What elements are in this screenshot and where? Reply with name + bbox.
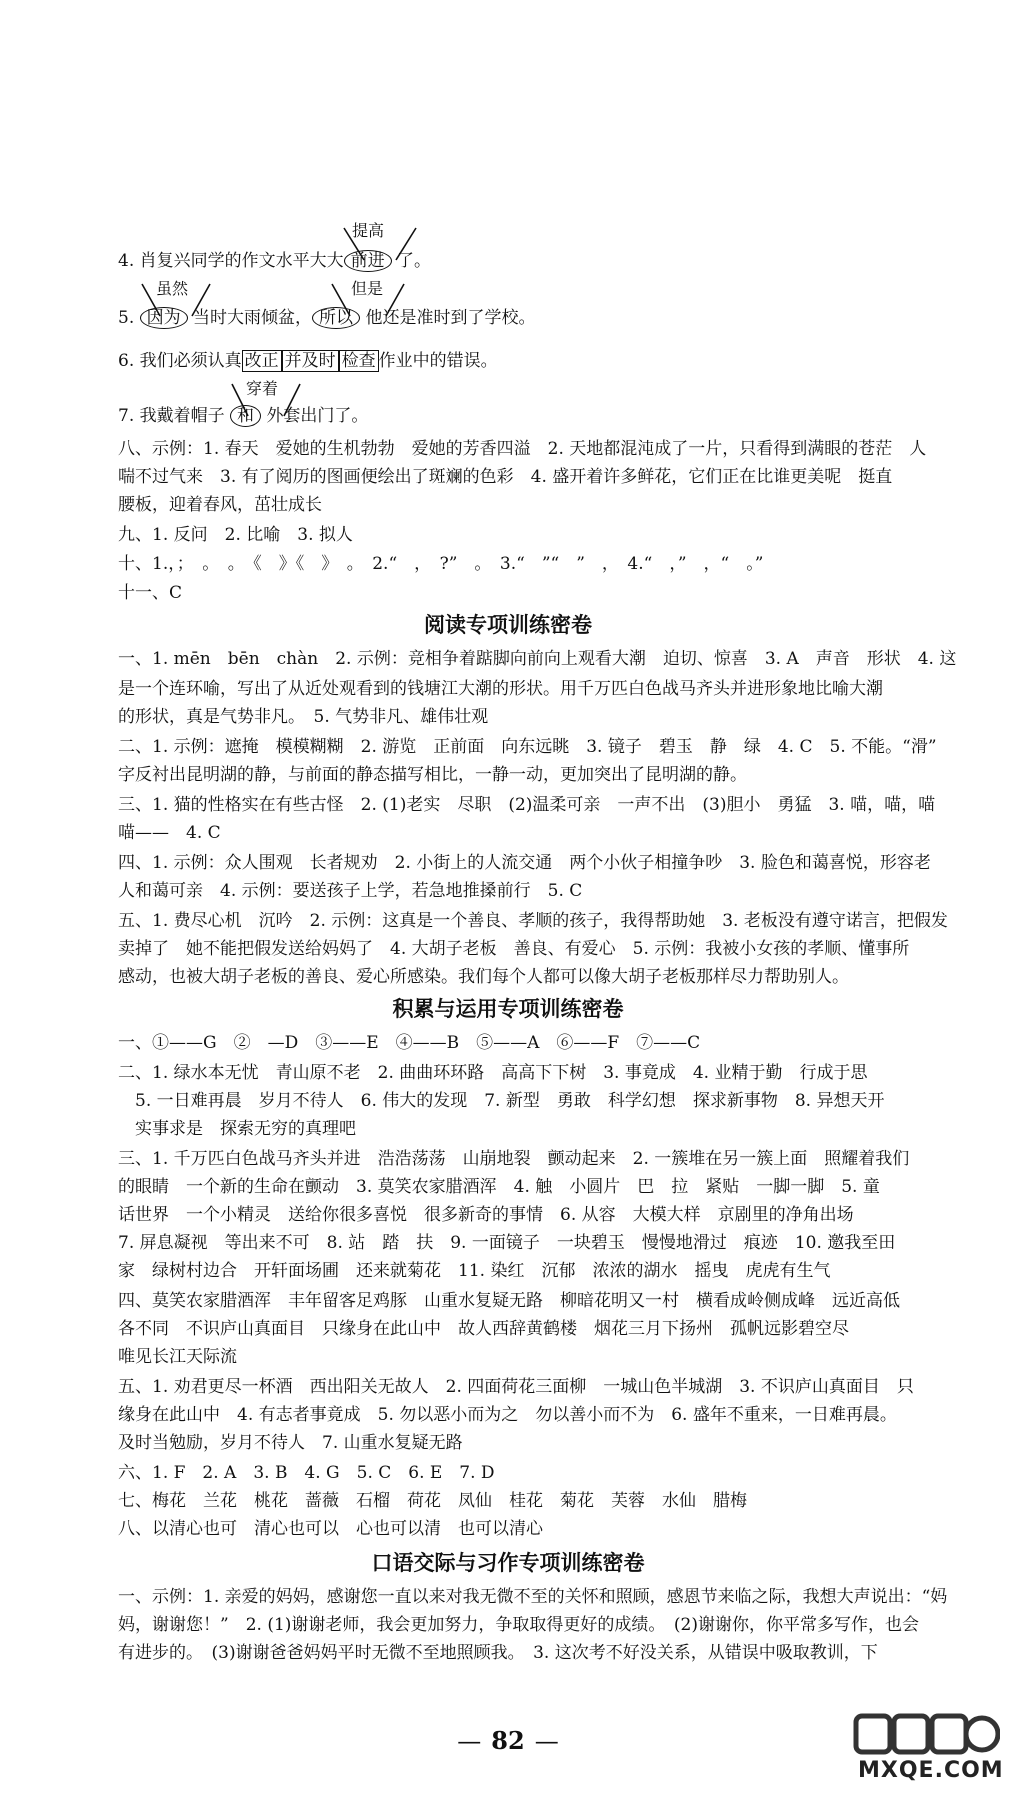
answer-line: 八、示例：1. 春天 爱她的生机勃勃 爱她的芳香四溢 2. 天地都混沌成了一片，只看得到满眼的苍茫 人 [118, 439, 927, 459]
answer-line: 卖掉了 她不能把假发送给妈妈了 4. 大胡子老板 善良、有爱心 5. 示例：我被小女孩的孝顺、懂事所 [118, 939, 910, 959]
circled-word: 前进 [344, 250, 392, 272]
circled-word: 和 [230, 405, 261, 427]
section-title-reading: 阅读专项训练密卷 [424, 613, 592, 637]
circled-word: 因为 [140, 307, 188, 329]
answer-line: 各不同 不识庐山真面目 只缘身在此山中 故人西辞黄鹤楼 烟花三月下扬州 孤帆远影碧空尽 [118, 1319, 849, 1339]
answer-line: 三、1. 千万匹白色战马齐头并进 浩浩荡荡 山崩地裂 颤动起来 2. 一簇堆在另一簇上面 照耀着我们 [118, 1149, 910, 1169]
edit-item-6: 6. 我们必须认真 改正 并及时 检查 作业中的错误。 [118, 351, 498, 371]
insert-word: 但是 [351, 279, 384, 298]
answer-line: 字反衬出昆明湖的静，与前面的静态描写相比，一静一动，更加突出了昆明湖的静。 [118, 765, 747, 785]
answer-line: 喵—— 4. C [118, 823, 221, 843]
answer-line: 是一个连环喻，写出了从近处观看到的钱塘江大潮的形状。用千万匹白色战马齐头并进形象地比喻大潮 [118, 679, 883, 699]
insert-word: 穿着 [246, 379, 279, 398]
insert-word: 虽然 [156, 279, 189, 298]
answer-line: 话世界 一个小精灵 送给你很多喜悦 很多新奇的事情 6. 从容 大模大样 京剧里的净角出场 [118, 1205, 854, 1225]
answer-line: 八、以清心也可 清心也可以 心也可以清 也可以清心 [118, 1519, 543, 1539]
answer-line: 四、莫笑农家腊酒浑 丰年留客足鸡豚 山重水复疑无路 柳暗花明又一村 横看成岭侧成峰 远近高低 [118, 1291, 900, 1311]
answer-line: 一、1. mēn bēn chàn 2. 示例：竞相争着踮脚向前向上观看大潮 迫切、惊喜 3. A 声音 形状 4. 这 [118, 649, 957, 669]
answer-line: 感动，也被大胡子老板的善良、爱心所感染。我们每个人都可以像大胡子老板那样尽力帮助别人。 [118, 967, 849, 987]
answer-line: 六、1. F 2. A 3. B 4. G 5. C 6. E 7. D [118, 1463, 495, 1483]
answer-line: 缘身在此山中 4. 有志者事竟成 5. 勿以恶小而为之 勿以善小而不为 6. 盛年不重来，一日难再晨。 [118, 1405, 897, 1425]
boxed-word: 检查 [339, 350, 379, 372]
answer-line: 一、示例：1. 亲爱的妈妈，感谢您一直以来对我无微不至的关怀和照顾，感恩节来临之际，我想大声说出：“妈 [118, 1587, 948, 1607]
boxed-word: 改正 [242, 350, 282, 372]
answer-line: 喘不过气来 3. 有了阅历的图画便绘出了斑斓的色彩 4. 盛开着许多鲜花，它们正在比谁更美呢 挺直 [118, 467, 893, 487]
answer-line: 腰板，迎着春风，茁壮成长 [118, 495, 322, 515]
watermark-text: MXQE.COM [858, 1758, 1004, 1783]
answer-line: 实事求是 探索无穷的真理吧 [118, 1119, 356, 1139]
answer-line: 7. 屏息凝视 等出来不可 8. 站 踏 扶 9. 一面镜子 一块碧玉 慢慢地滑过 痕迹 10. 邀我至田 [118, 1233, 896, 1253]
answer-line: 及时当勉励，岁月不待人 7. 山重水复疑无路 [118, 1433, 463, 1453]
page-number: — 82 — [457, 1726, 559, 1755]
answer-line: 十、1.，； 。 。 《 》《 》 。 2.“ ， ?” 。 3.“ ”“ ” ， 4.“ ，” ，“ 。” [118, 554, 764, 574]
circled-word: 所以 [312, 307, 360, 329]
section-title-oral-writing: 口语交际与习作专项训练密卷 [371, 1551, 645, 1575]
answer-line: 二、1. 绿水本无忧 青山原不老 2. 曲曲环环路 高高下下树 3. 事竟成 4. 业精于勤 行成于思 [118, 1063, 868, 1083]
answer-line: 三、1. 猫的性格实在有些古怪 2. (1)老实 尽职 (2)温柔可亲 一声不出 (3)胆小 勇猛 3. 喵，喵，喵 [118, 795, 936, 815]
answer-line: 四、1. 示例：众人围观 长者规劝 2. 小街上的人流交通 两个小伙子相撞争吵 3. 脸色和蔼喜悦，形容老 [118, 853, 931, 873]
answer-line: 一、①——G ② —D ③——E ④——B ⑤——A ⑥——F ⑦——C [118, 1033, 701, 1053]
answer-line: 家 绿树村边合 开轩面场圃 还来就菊花 11. 染红 沉郁 浓浓的湖水 摇曳 虎虎有生气 [118, 1261, 831, 1281]
answer-line: 妈，谢谢您！” 2. (1)谢谢老师，我会更加努力，争取取得更好的成绩。 (2)谢谢你，你平常多写作，也会 [118, 1615, 919, 1635]
answer-line: 的形状，真是气势非凡。 5. 气势非凡、雄伟壮观 [118, 707, 489, 727]
section-title-accumulation: 积累与运用专项训练密卷 [392, 997, 624, 1021]
answer-line: 十一、C [118, 583, 183, 603]
answer-line: 人和蔼可亲 4. 示例：要送孩子上学，若急地推搡前行 5. C [118, 881, 583, 901]
answer-line: 五、1. 费尽心机 沉吟 2. 示例：这真是一个善良、孝顺的孩子，我得帮助她 3. 老板没有遵守诺言，把假发 [118, 911, 948, 931]
answer-line: 5. 一日难再晨 岁月不待人 6. 伟大的发现 7. 新型 勇敢 科学幻想 探求新事物 8. 异想天开 [118, 1091, 885, 1111]
answer-line: 九、1. 反问 2. 比喻 3. 拟人 [118, 525, 353, 545]
insert-word: 提高 [352, 221, 385, 240]
boxed-word: 并及时 [282, 350, 339, 372]
answer-line: 唯见长江天际流 [118, 1347, 237, 1367]
answer-line: 二、1. 示例：遮掩 模模糊糊 2. 游览 正前面 向东远眺 3. 镜子 碧玉 静 绿 4. C 5. 不能。“滑” [118, 737, 937, 757]
answer-line: 的眼睛 一个新的生命在颤动 3. 莫笑农家腊酒浑 4. 触 小圆片 巴 拉 紧贴 一脚一脚 5. 童 [118, 1177, 880, 1197]
answer-line: 七、梅花 兰花 桃花 蔷薇 石榴 荷花 凤仙 桂花 菊花 芙蓉 水仙 腊梅 [118, 1491, 747, 1511]
answer-line: 五、1. 劝君更尽一杯酒 西出阳关无故人 2. 四面荷花三面柳 一城山色半城湖 3. 不识庐山真面目 只 [118, 1377, 914, 1397]
answer-line: 有进步的。 (3)谢谢爸爸妈妈平时无微不至地照顾我。 3. 这次考不好没关系，从错误中吸取教训，下 [118, 1643, 878, 1663]
